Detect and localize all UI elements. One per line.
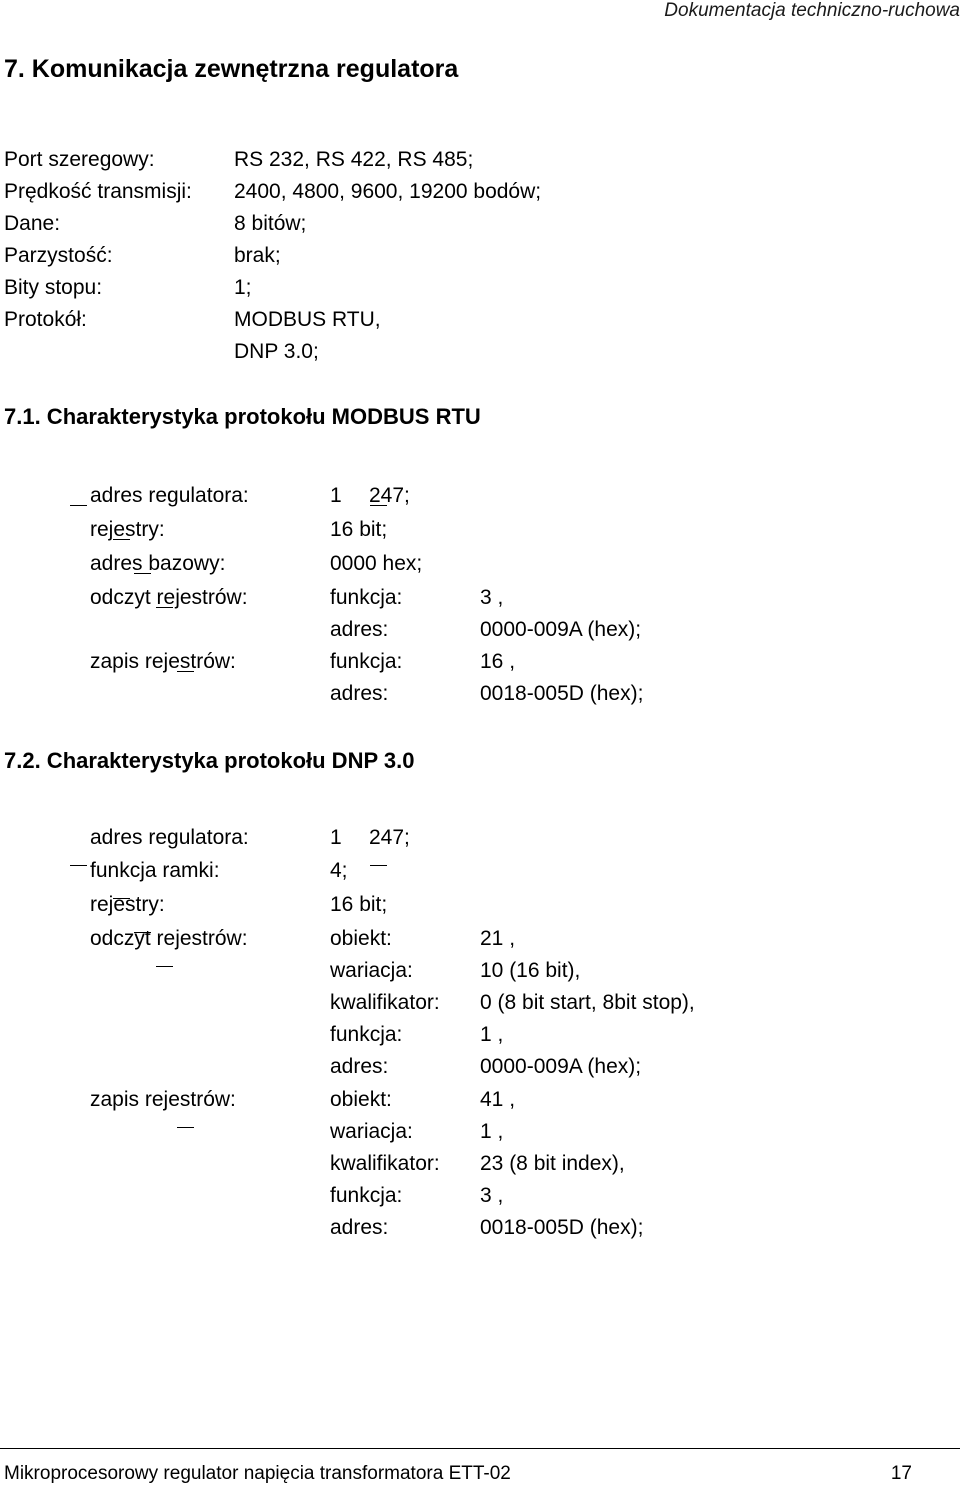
param-key: 16 bit; bbox=[330, 518, 388, 541]
param-label: rejestry: bbox=[90, 893, 165, 916]
param-key: wariacja: bbox=[330, 959, 413, 982]
dash-bullet bbox=[177, 1127, 194, 1128]
param-value: 0000-009A (hex); bbox=[480, 1055, 642, 1078]
modbus-heading: 7.1. Charakterystyka protokołu MODBUS RTU bbox=[4, 404, 481, 429]
footer-divider bbox=[0, 1448, 960, 1449]
protocol-value: MODBUS RTU, bbox=[234, 308, 381, 331]
param-key: 1 bbox=[330, 826, 342, 849]
port-label: Port szeregowy: bbox=[4, 148, 155, 171]
page-number: 17 bbox=[890, 1463, 912, 1484]
param-value: 247; bbox=[369, 484, 410, 507]
param-value: 10 (16 bit), bbox=[480, 959, 581, 982]
param-key: adres: bbox=[330, 618, 389, 641]
protocol-label: Protokół: bbox=[4, 308, 87, 331]
range-dash bbox=[370, 865, 387, 866]
param-key: adres: bbox=[330, 1055, 389, 1078]
param-label: adres regulatora: bbox=[90, 826, 249, 849]
param-value: 3 , bbox=[480, 586, 504, 609]
baud-value: 2400, 4800, 9600, 19200 bodów; bbox=[234, 180, 542, 203]
protocol-value-2: DNP 3.0; bbox=[234, 340, 319, 363]
param-key: 0000 hex; bbox=[330, 552, 423, 575]
section-title: 7. Komunikacja zewnętrzna regulatora bbox=[4, 55, 459, 83]
param-key: funkcja: bbox=[330, 1023, 403, 1046]
param-key: adres: bbox=[330, 1216, 389, 1239]
param-value: 0 (8 bit start, 8bit stop), bbox=[480, 991, 695, 1014]
port-value: RS 232, RS 422, RS 485; bbox=[234, 148, 474, 171]
param-value: 0018-005D (hex); bbox=[480, 1216, 644, 1239]
param-value: 23 (8 bit index), bbox=[480, 1152, 625, 1175]
param-value: 0000-009A (hex); bbox=[480, 618, 642, 641]
param-key: kwalifikator: bbox=[330, 991, 440, 1014]
param-label: funkcja ramki: bbox=[90, 859, 220, 882]
param-value: 41 , bbox=[480, 1088, 516, 1111]
param-key: 4; bbox=[330, 859, 348, 882]
stop-bits-value: 1; bbox=[234, 276, 252, 299]
param-key: 1 bbox=[330, 484, 342, 507]
param-key: adres: bbox=[330, 682, 389, 705]
param-label: rejestry: bbox=[90, 518, 165, 541]
param-label: adres regulatora: bbox=[90, 484, 249, 507]
footer-product-name: Mikroprocesorowy regulator napięcia transformatora ETT-02 bbox=[4, 1463, 511, 1484]
param-label: odczyt rejestrów: bbox=[90, 927, 248, 950]
dash-bullet bbox=[156, 966, 173, 967]
param-value: 21 , bbox=[480, 927, 516, 950]
param-key: funkcja: bbox=[330, 586, 403, 609]
parity-value: brak; bbox=[234, 244, 281, 267]
param-key: obiekt: bbox=[330, 927, 392, 950]
param-label: odczyt rejestrów: bbox=[90, 586, 248, 609]
data-bits-value: 8 bitów; bbox=[234, 212, 307, 235]
param-key: obiekt: bbox=[330, 1088, 392, 1111]
param-key: 16 bit; bbox=[330, 893, 388, 916]
data-bits-label: Dane: bbox=[4, 212, 61, 235]
param-key: funkcja: bbox=[330, 1184, 403, 1207]
param-value: 247; bbox=[369, 826, 410, 849]
param-label: zapis rejestrów: bbox=[90, 650, 236, 673]
param-value: 16 , bbox=[480, 650, 516, 673]
parity-label: Parzystość: bbox=[4, 244, 113, 267]
dash-bullet bbox=[70, 505, 87, 506]
param-value: 1 , bbox=[480, 1120, 504, 1143]
param-key: kwalifikator: bbox=[330, 1152, 440, 1175]
baud-label: Prędkość transmisji: bbox=[4, 180, 192, 203]
param-label: zapis rejestrów: bbox=[90, 1088, 236, 1111]
stop-bits-label: Bity stopu: bbox=[4, 276, 103, 299]
param-value: 0018-005D (hex); bbox=[480, 682, 644, 705]
param-value: 3 , bbox=[480, 1184, 504, 1207]
dnp-heading: 7.2. Charakterystyka protokołu DNP 3.0 bbox=[4, 748, 415, 773]
param-key: funkcja: bbox=[330, 650, 403, 673]
param-key: wariacja: bbox=[330, 1120, 413, 1143]
param-value: 1 , bbox=[480, 1023, 504, 1046]
document-type-header: Dokumentacja techniczno-ruchowa bbox=[664, 0, 960, 21]
param-label: adres bazowy: bbox=[90, 552, 226, 575]
dash-bullet bbox=[70, 865, 87, 866]
